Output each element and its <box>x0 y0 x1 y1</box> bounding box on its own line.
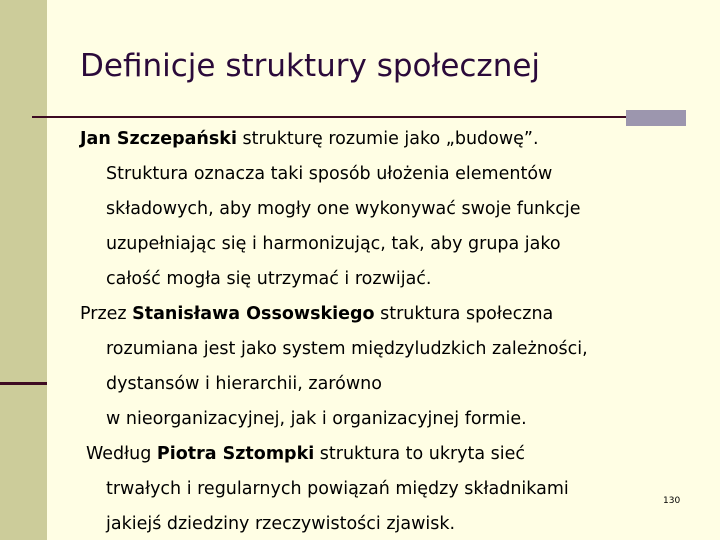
paragraph-text: strukturę rozumie jako „budowę”. <box>236 129 539 149</box>
paragraph-3-line-3: jakiejś dziedziny rzeczywistości zjawisk. <box>106 514 456 534</box>
paragraph-2-line-2: rozumiana jest jako system międzyludzkich zależności, <box>106 339 588 359</box>
paragraph-1-line-1 <box>80 122 680 157</box>
author-name: Stanisława Ossowskiego <box>132 304 375 324</box>
paragraph-1-line-2: Struktura oznacza taki sposób ułożenia elementów <box>106 164 553 184</box>
paragraph-1-line-4: uzupełniając się i harmonizując, tak, aby grupa jako <box>106 234 561 254</box>
title-rule-line <box>32 116 626 118</box>
left-accent-bar <box>0 0 47 540</box>
paragraph-3-line-2: trwałych i regularnych powiązań między składnikami <box>106 479 569 499</box>
paragraph-1-line-3: składowych, aby mogły one wykonywać swoje funkcje <box>106 199 581 219</box>
author-name: Piotra Sztompki <box>156 444 315 464</box>
paragraph-1-line-5: całość mogła się utrzymać i rozwijać. <box>106 269 432 289</box>
slide-title: Definicje struktury społecznej <box>80 48 541 84</box>
paragraph-text: struktura społeczna <box>374 304 554 324</box>
paragraph-3-line-1 <box>80 437 680 472</box>
left-accent-line <box>0 382 47 385</box>
paragraph-2-line-1 <box>80 297 680 332</box>
author-name: Jan Szczepański <box>80 129 237 149</box>
paragraph-text: Przez <box>80 304 133 324</box>
paragraph-text: struktura to ukryta sieć <box>314 444 526 464</box>
paragraph-text: Według <box>86 444 157 464</box>
slide-body <box>80 122 680 540</box>
paragraph-2-line-4: w nieorganizacyjnej, jak i organizacyjnej formie. <box>106 409 527 429</box>
paragraph-2-line-3: dystansów i hierarchii, zarówno <box>106 374 382 394</box>
page-number: 130 <box>663 496 681 506</box>
